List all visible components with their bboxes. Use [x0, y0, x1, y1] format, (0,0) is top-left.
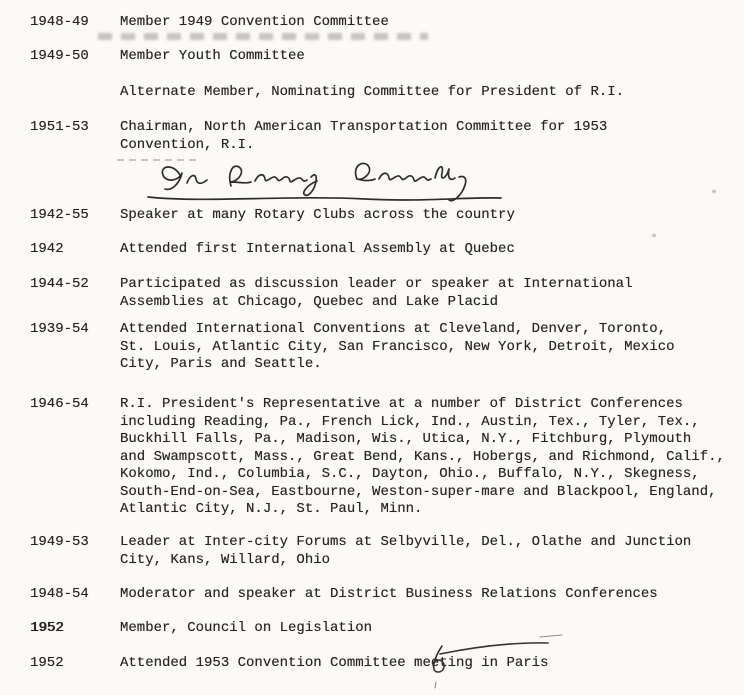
- entry-description: [120, 586, 744, 604]
- handwriting-stroke: [255, 175, 307, 182]
- entry-line: R.I. President's Representative at a number of District Conferences: [120, 396, 683, 412]
- handwriting-stroke: [304, 175, 317, 195]
- handwriting-stroke: [435, 167, 455, 180]
- entry-line: Attended 1953 Convention Committee meeting in Paris: [120, 655, 549, 671]
- entry-years: 1946-54: [30, 396, 89, 412]
- entry-line: St. Louis, Atlantic City, San Francisco, New York, Detroit, Mexico: [120, 338, 675, 355]
- entry-line: Chairman, North American Transportation Committee for 1953: [120, 119, 608, 135]
- entry-line: Alternate Member, Nominating Committee for President of R.I.: [120, 84, 625, 100]
- insertion-stroke: [440, 643, 548, 654]
- entry-years: 1942: [30, 241, 64, 257]
- scan-speck: [712, 190, 716, 193]
- entry-line: City, Paris and Seattle.: [120, 356, 322, 372]
- entry-years: 1948-49: [30, 14, 89, 30]
- entry-line: including Reading, Pa., French Lick, Ind., Austin, Tex., Tyler, Tex.,: [120, 413, 700, 430]
- scan-ghost-line: [98, 33, 428, 40]
- entry-description: [120, 534, 744, 569]
- entry-description: [120, 396, 744, 519]
- entry-years: 1952: [30, 655, 64, 671]
- entry-line: Participated as discussion leader or speaker at International: [120, 276, 633, 292]
- entry-line: Assemblies at Chicago, Quebec and Lake Placid: [120, 293, 499, 310]
- entry-years: 1944-52: [30, 276, 89, 292]
- entry-line: Moderator and speaker at District Business Relations Conferences: [120, 586, 658, 602]
- entry-description: [120, 48, 744, 66]
- handwriting-stroke: [356, 163, 375, 180]
- entry-line: South-End-on-Sea, Eastbourne, Weston-super-mare and Blackpool, England,: [120, 483, 717, 500]
- entry-line: City, Kans, Willard, Ohio: [120, 551, 331, 568]
- entry-description: [120, 119, 744, 154]
- handwritten-insertion-mark: [420, 632, 570, 690]
- entry-line: Member Youth Committee: [120, 48, 305, 64]
- entry-line: Member, Council on Legislation: [120, 620, 373, 636]
- entry-description: [120, 241, 744, 259]
- entry-line: Attended first International Assembly at Quebec: [120, 241, 515, 257]
- entry-years: 1949-50: [30, 48, 89, 64]
- entry-line: Buckhill Falls, Pa., Madison, Wis., Utica, N.Y., Fitchburg, Plymouth: [120, 431, 692, 447]
- entry-description: [120, 14, 744, 32]
- entry-years: 1948-54: [30, 586, 89, 602]
- entry-years: 1951-53: [30, 119, 89, 135]
- handwriting-stroke: [162, 167, 182, 189]
- entry-line: Leader at Inter-city Forums at Selbyville, Del., Olathe and Junction: [120, 534, 692, 550]
- insertion-tick: [435, 682, 436, 688]
- entry-description: [120, 84, 744, 102]
- entry-description: [120, 276, 744, 311]
- insertion-dash: [540, 635, 562, 637]
- entry-years: 1942-55: [30, 207, 89, 223]
- handwriting-stroke: [187, 176, 207, 184]
- entry-line: Convention, R.I.: [120, 136, 255, 153]
- handwriting-stroke: [379, 173, 431, 181]
- entry-years: 1949-53: [30, 534, 89, 550]
- entry-line: Member 1949 Convention Committee: [120, 14, 389, 30]
- entry-years: 1952: [30, 620, 64, 636]
- entry-years: 1939-54: [30, 321, 89, 337]
- entry-description: [120, 321, 744, 374]
- entry-line: and Swampscott, Mass., Great Bend, Kans., Hobergs, and Richmond, Calif.,: [120, 448, 725, 465]
- scan-speck: [652, 234, 656, 237]
- handwritten-annotation: [135, 150, 515, 210]
- insertion-loop: [433, 646, 444, 672]
- entry-line: Atlantic City, N.J., St. Paul, Minn.: [120, 501, 423, 517]
- entry-line: Attended International Conventions at Cleveland, Denver, Toronto,: [120, 321, 667, 337]
- handwriting-stroke: [230, 166, 251, 186]
- handwriting-underline: [148, 197, 501, 200]
- entry-line: Speaker at many Rotary Clubs across the country: [120, 207, 515, 223]
- entry-line: Kokomo, Ind., Columbia, S.C., Dayton, Ohio., Buffalo, N.Y., Skegness,: [120, 466, 700, 482]
